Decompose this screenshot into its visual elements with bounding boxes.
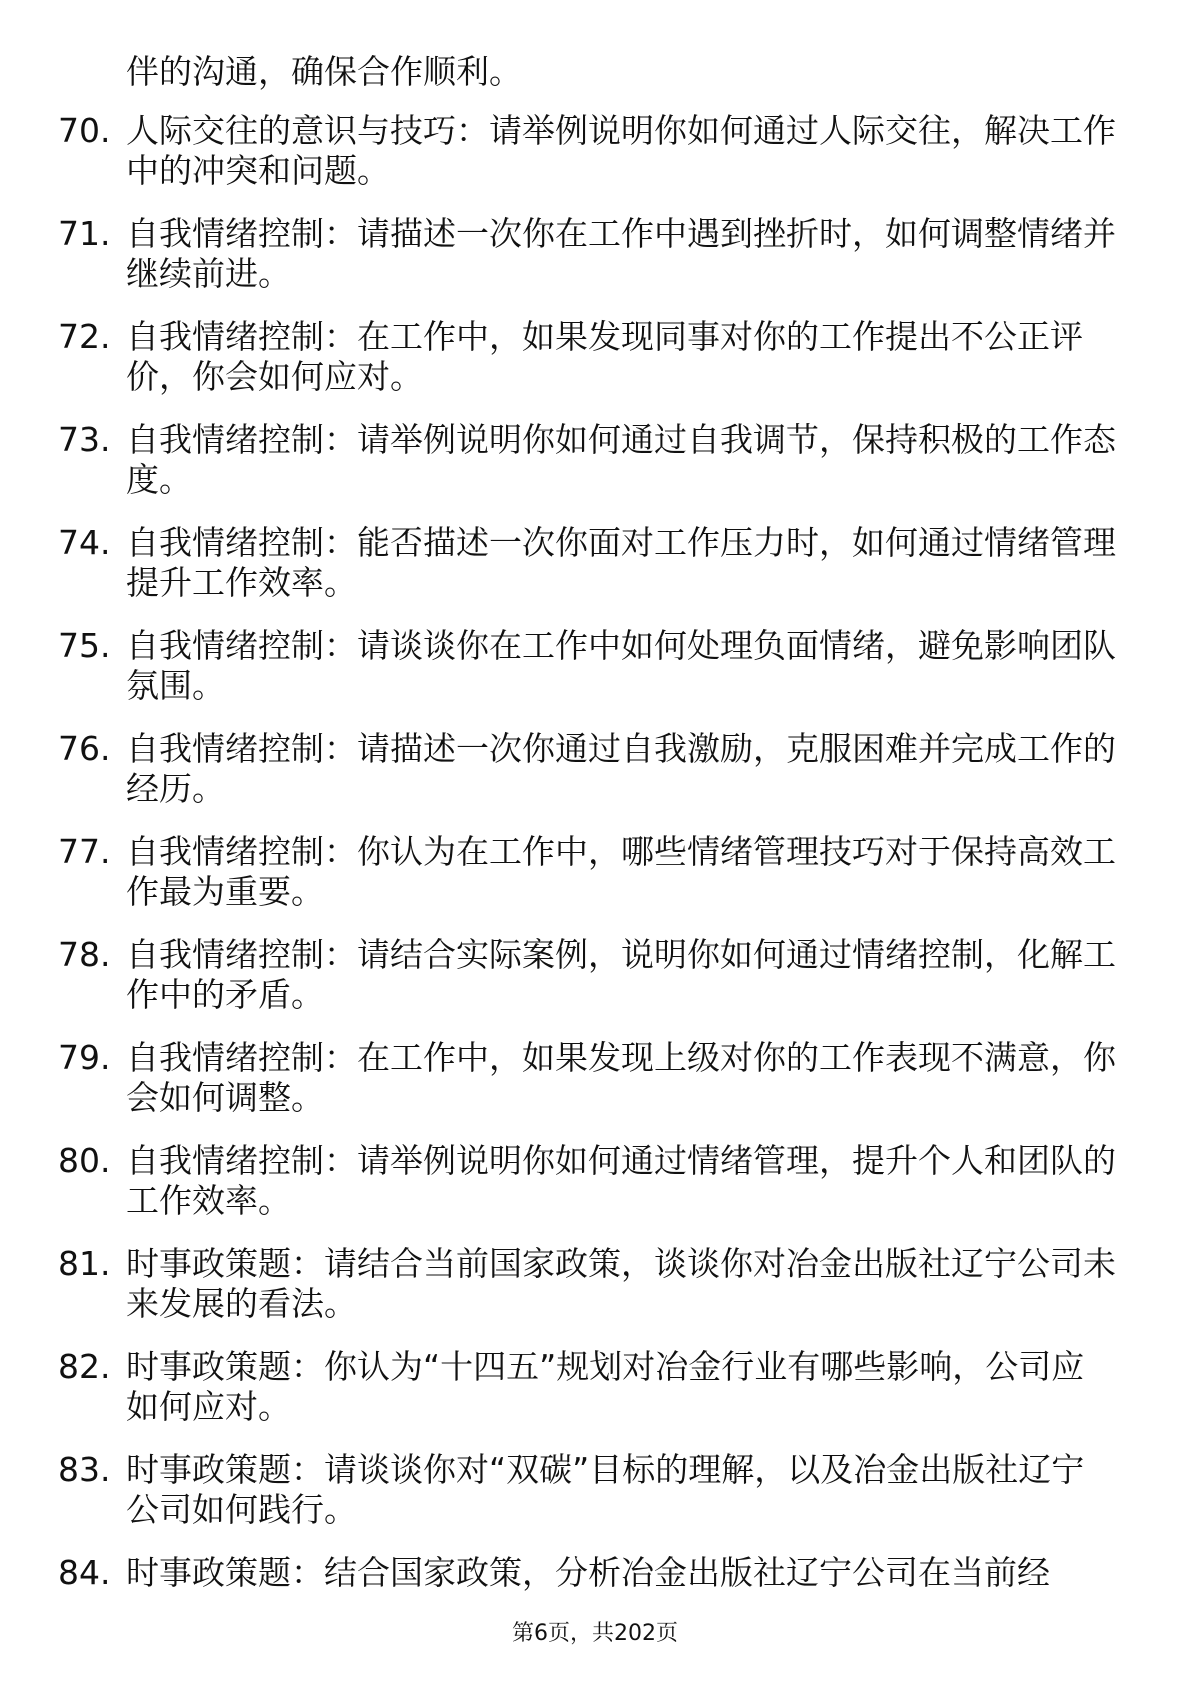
- question-number: 72.: [58, 317, 111, 356]
- page-footer: 第6页，共202页: [512, 1621, 678, 1646]
- question-item: [0, 214, 1190, 294]
- question-list: [0, 111, 1190, 1656]
- question-text: 自我情绪控制：能否描述一次你面对工作压力时，如何通过情绪管理提升工作效率。: [126, 523, 1116, 602]
- question-item: [0, 1347, 1190, 1427]
- question-number: 81.: [58, 1244, 111, 1283]
- question-number: 79.: [58, 1038, 111, 1077]
- question-text: 自我情绪控制：请谈谈你在工作中如何处理负面情绪，避免影响团队氛围。: [126, 626, 1116, 705]
- continuation-text: 伴的沟通，确保合作顺利。: [126, 52, 522, 91]
- question-number: 73.: [58, 420, 111, 459]
- question-text: 自我情绪控制：请举例说明你如何通过自我调节，保持积极的工作态度。: [126, 420, 1116, 499]
- question-item: [0, 626, 1190, 706]
- question-item: [0, 832, 1190, 912]
- question-item: [0, 317, 1190, 397]
- question-number: 74.: [58, 523, 111, 562]
- question-number: 76.: [58, 729, 111, 768]
- question-number: 84.: [58, 1553, 111, 1592]
- question-text: 自我情绪控制：在工作中，如果发现同事对你的工作提出不公正评价，你会如何应对。: [126, 317, 1083, 396]
- question-number: 83.: [58, 1450, 111, 1489]
- question-number: 80.: [58, 1141, 111, 1180]
- question-text: 自我情绪控制：请描述一次你通过自我激励，克服困难并完成工作的经历。: [126, 729, 1116, 808]
- question-number: 75.: [58, 626, 111, 665]
- question-number: 77.: [58, 832, 111, 871]
- question-item: [0, 523, 1190, 603]
- question-item: [0, 1450, 1190, 1530]
- question-text: 时事政策题：结合国家政策，分析冶金出版社辽宁公司在当前经: [126, 1553, 1050, 1592]
- question-item: [0, 935, 1190, 1015]
- question-number: 82.: [58, 1347, 111, 1386]
- question-text: 时事政策题：请谈谈你对“双碳”目标的理解，以及冶金出版社辽宁公司如何践行。: [126, 1450, 1085, 1529]
- question-text: 时事政策题：你认为“十四五”规划对冶金行业有哪些影响，公司应如何应对。: [126, 1347, 1085, 1426]
- question-item: [0, 1244, 1190, 1324]
- question-item: [0, 729, 1190, 809]
- question-text: 自我情绪控制：请结合实际案例，说明你如何通过情绪控制，化解工作中的矛盾。: [126, 935, 1116, 1014]
- question-item: [0, 1141, 1190, 1221]
- question-text: 自我情绪控制：在工作中，如果发现上级对你的工作表现不满意，你会如何调整。: [126, 1038, 1116, 1117]
- question-text: 自我情绪控制：你认为在工作中，哪些情绪管理技巧对于保持高效工作最为重要。: [126, 832, 1116, 911]
- question-text: 自我情绪控制：请举例说明你如何通过情绪管理，提升个人和团队的工作效率。: [126, 1141, 1116, 1220]
- question-item: [0, 1038, 1190, 1118]
- question-item: [0, 111, 1190, 191]
- question-text: 自我情绪控制：请描述一次你在工作中遇到挫折时，如何调整情绪并继续前进。: [126, 214, 1116, 293]
- question-number: 71.: [58, 214, 111, 253]
- question-text: 时事政策题：请结合当前国家政策，谈谈你对冶金出版社辽宁公司未来发展的看法。: [126, 1244, 1116, 1323]
- question-number: 70.: [58, 111, 111, 150]
- question-number: 78.: [58, 935, 111, 974]
- question-item: [0, 420, 1190, 500]
- question-text: 人际交往的意识与技巧：请举例说明你如何通过人际交往，解决工作中的冲突和问题。: [126, 111, 1116, 190]
